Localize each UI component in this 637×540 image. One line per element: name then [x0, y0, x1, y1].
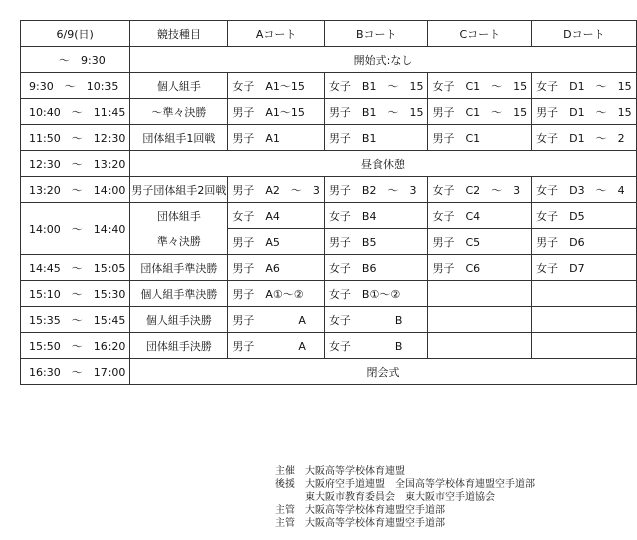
- table-row: [21, 307, 637, 333]
- header-row: [21, 21, 637, 47]
- court-a-cell: 男子 A: [228, 333, 325, 359]
- time-cell: 13:20 〜 14:00: [21, 177, 130, 203]
- event-cell: 準々決勝: [130, 229, 228, 255]
- time-cell: 11:50 〜 12:30: [21, 125, 130, 151]
- court-b-cell: 女子 B: [324, 307, 428, 333]
- table-row: [21, 255, 637, 281]
- court-b-cell: 男子 B1: [324, 125, 428, 151]
- time-cell: 15:10 〜 15:30: [21, 281, 130, 307]
- court-c-cell: 男子 C6: [428, 255, 532, 281]
- organizer-name: 大阪高等学校体育連盟: [305, 466, 405, 477]
- organizer-name: 大阪府空手道連盟 全国高等学校体育連盟空手道部: [305, 479, 535, 490]
- court-b-cell: 男子 B1 〜 15: [324, 99, 428, 125]
- organizer-role: 主管: [275, 518, 295, 529]
- court-c-cell: 女子 C1 〜 15: [428, 73, 532, 99]
- event-cell: 団体組手1回戦: [130, 125, 228, 151]
- time-cell: 9:30 〜 10:35: [21, 73, 130, 99]
- event-cell: 個人組手決勝: [130, 307, 228, 333]
- court-c-cell: 女子 C2 〜 3: [428, 177, 532, 203]
- table-row: [21, 333, 637, 359]
- table-row: [21, 73, 637, 99]
- court-d-cell: [532, 307, 636, 333]
- court-c-cell: 女子 C4: [428, 203, 532, 229]
- court-c-cell: [428, 333, 532, 359]
- organizer-name: 大阪高等学校体育連盟空手道部: [305, 505, 445, 516]
- court-d-cell: [532, 281, 636, 307]
- organizer-line: [275, 517, 535, 530]
- time-cell: 12:30 〜 13:20: [21, 151, 130, 177]
- header-court-b: Bコート: [324, 21, 428, 47]
- court-d-cell: [532, 333, 636, 359]
- court-a-cell: 男子 A1〜15: [228, 99, 325, 125]
- court-d-cell: 女子 D1 〜 15: [532, 73, 636, 99]
- court-d-cell: 女子 D5: [532, 203, 636, 229]
- court-b-cell: 女子 B4: [324, 203, 428, 229]
- organizer-role: [275, 491, 305, 504]
- court-d-cell: 男子 D6: [532, 229, 636, 255]
- court-b-cell: 男子 B5: [324, 229, 428, 255]
- court-c-cell: 男子 C5: [428, 229, 532, 255]
- time-cell: 15:35 〜 15:45: [21, 307, 130, 333]
- court-d-cell: 女子 D3 〜 4: [532, 177, 636, 203]
- time-cell: 16:30 〜 17:00: [21, 359, 130, 385]
- court-c-cell: 男子 C1 〜 15: [428, 99, 532, 125]
- court-a-cell: 男子 A①〜②: [228, 281, 325, 307]
- event-cell: 個人組手: [130, 73, 228, 99]
- organizer-name: 東大阪市教育委員会 東大阪市空手道協会: [305, 492, 495, 503]
- court-c-cell: [428, 281, 532, 307]
- time-cell: 14:00 〜 14:40: [21, 203, 130, 255]
- organizer-line: [275, 478, 535, 491]
- organizer-line: [275, 504, 535, 517]
- table-row: [21, 281, 637, 307]
- court-b-cell: 女子 B1 〜 15: [324, 73, 428, 99]
- table-row: [21, 99, 637, 125]
- court-b-cell: 男子 B2 〜 3: [324, 177, 428, 203]
- table-row: [21, 47, 637, 73]
- time-cell: 10:40 〜 11:45: [21, 99, 130, 125]
- table-row: [21, 203, 637, 229]
- court-d-cell: 女子 D7: [532, 255, 636, 281]
- court-a-cell: 男子 A1: [228, 125, 325, 151]
- organizer-line: [275, 491, 535, 504]
- lunch-break-cell: 昼食休憩: [130, 151, 636, 177]
- court-a-cell: 女子 A1〜15: [228, 73, 325, 99]
- organizer-role: 主催: [275, 466, 295, 477]
- event-cell: 団体組手: [130, 203, 228, 229]
- header-court-c: Cコート: [428, 21, 532, 47]
- court-c-cell: 男子 C1: [428, 125, 532, 151]
- organizer-role: 主管: [275, 505, 295, 516]
- table-row: [21, 359, 637, 385]
- header-date: 6/9(日): [21, 21, 130, 47]
- time-cell: 14:45 〜 15:05: [21, 255, 130, 281]
- header-court-a: Aコート: [228, 21, 325, 47]
- court-c-cell: [428, 307, 532, 333]
- organizer-line: [275, 465, 535, 478]
- court-b-cell: 女子 B: [324, 333, 428, 359]
- time-cell: 〜 9:30: [21, 47, 130, 73]
- court-b-cell: 女子 B6: [324, 255, 428, 281]
- court-a-cell: 男子 A2 〜 3: [228, 177, 325, 203]
- event-cell: 団体組手準決勝: [130, 255, 228, 281]
- organizer-role: 後援: [275, 479, 295, 490]
- event-cell: 〜準々決勝: [130, 99, 228, 125]
- header-event: 競技種目: [130, 21, 228, 47]
- organizer-name: 大阪高等学校体育連盟空手道部: [305, 518, 445, 529]
- opening-ceremony-cell: 開始式:なし: [130, 47, 636, 73]
- event-cell: 団体組手決勝: [130, 333, 228, 359]
- table-row: [21, 125, 637, 151]
- event-cell: 個人組手準決勝: [130, 281, 228, 307]
- court-a-cell: 男子 A5: [228, 229, 325, 255]
- court-a-cell: 男子 A: [228, 307, 325, 333]
- court-d-cell: 女子 D1 〜 2: [532, 125, 636, 151]
- header-court-d: Dコート: [532, 21, 636, 47]
- court-d-cell: 男子 D1 〜 15: [532, 99, 636, 125]
- organizers-block: [275, 465, 535, 530]
- court-a-cell: 男子 A6: [228, 255, 325, 281]
- table-row: [21, 177, 637, 203]
- time-cell: 15:50 〜 16:20: [21, 333, 130, 359]
- schedule-table: [20, 20, 637, 385]
- court-b-cell: 女子 B①〜②: [324, 281, 428, 307]
- closing-ceremony-cell: 閉会式: [130, 359, 636, 385]
- event-cell: 男子団体組手2回戦: [130, 177, 228, 203]
- court-a-cell: 女子 A4: [228, 203, 325, 229]
- table-row: [21, 151, 637, 177]
